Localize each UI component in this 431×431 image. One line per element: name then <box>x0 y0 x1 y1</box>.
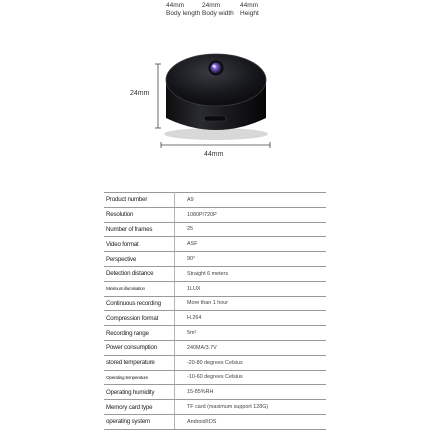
width-dimension-line <box>161 142 270 148</box>
spec-value: 1080P/720P <box>175 207 327 222</box>
table-row <box>104 355 326 370</box>
spec-value: 90° <box>175 252 327 267</box>
table-row <box>104 385 326 400</box>
table-row <box>104 207 326 222</box>
spec-value: A9 <box>175 193 327 208</box>
spec-key: Video format <box>104 237 175 252</box>
spec-value: 240MA/3.7V <box>175 340 327 355</box>
dimension-label: Body length <box>166 10 201 17</box>
dimension-label: Body width <box>202 10 234 17</box>
spec-value: 25 <box>175 222 327 237</box>
spec-key: Operating temperature <box>104 370 175 385</box>
table-row <box>104 266 326 281</box>
spec-value: Straight 6 meters <box>175 266 327 281</box>
spec-key: Perspective <box>104 252 175 267</box>
table-row <box>104 252 326 267</box>
spec-key: stored temperature <box>104 355 175 370</box>
spec-key: Detection distance <box>104 266 175 281</box>
spec-key: Number of frames <box>104 222 175 237</box>
table-row <box>104 296 326 311</box>
dimension-value: 44mm <box>166 2 185 9</box>
spec-value: ASF <box>175 237 327 252</box>
specs-table <box>104 192 326 430</box>
table-row <box>104 414 326 429</box>
height-dimension-label: 24mm <box>130 90 150 97</box>
table-row <box>104 193 326 208</box>
table-row <box>104 326 326 341</box>
spec-key: Minimum illumination <box>104 281 175 296</box>
spec-value: 15-85%RH <box>175 385 327 400</box>
spec-key: Resolution <box>104 207 175 222</box>
spec-value: 1LUX <box>175 281 327 296</box>
table-row <box>104 370 326 385</box>
dimension-label: Height <box>240 10 259 17</box>
spec-key: Memory card type <box>104 400 175 415</box>
spec-value: -10-60 degrees Celsius <box>175 370 327 385</box>
height-dimension-line <box>155 64 161 128</box>
width-dimension-label: 44mm <box>204 151 224 158</box>
spec-value: 5m² <box>175 326 327 341</box>
spec-value: TF card (maximum support 128G) <box>175 400 327 415</box>
spec-key: Recording range <box>104 326 175 341</box>
table-row <box>104 237 326 252</box>
table-row <box>104 222 326 237</box>
spec-value: Android/IOS <box>175 414 327 429</box>
table-row <box>104 400 326 415</box>
card-slot <box>204 116 226 121</box>
camera-drawing <box>0 0 431 180</box>
spec-key: operating system <box>104 414 175 429</box>
table-row <box>104 281 326 296</box>
dimension-value: 44mm <box>240 2 259 9</box>
spec-value: -20-80 degrees Celsius <box>175 355 327 370</box>
dimension-value: 24mm <box>202 2 221 9</box>
spec-key: Product number <box>104 193 175 208</box>
table-row <box>104 340 326 355</box>
spec-key: Operating humidity <box>104 385 175 400</box>
spec-value: More than 1 hour <box>175 296 327 311</box>
lens-icon <box>211 63 222 74</box>
spec-key: Compression format <box>104 311 175 326</box>
table-row <box>104 311 326 326</box>
spec-key: Continuous recording <box>104 296 175 311</box>
spec-value: H.264 <box>175 311 327 326</box>
spec-key: Power consumption <box>104 340 175 355</box>
